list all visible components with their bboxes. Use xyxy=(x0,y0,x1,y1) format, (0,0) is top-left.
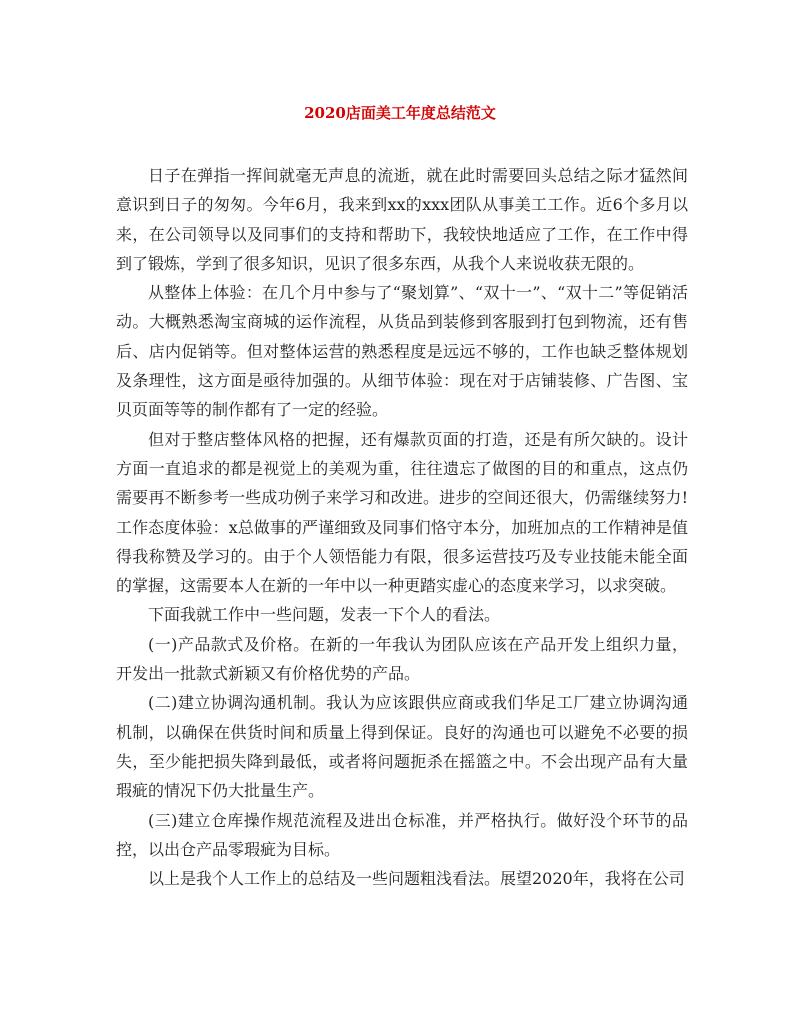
document-title: 2020店面美工年度总结范文 xyxy=(304,104,496,122)
paragraph: 从整体上体验：在几个月中参与了“聚划算”、“双十一”、“双十二”等促销活动。大概熟悉淘宝商城的运作流程，从货品到装修到客服到打包到物流，还有售后、店内促销等。但对整体运营的熟悉程度是远远不够的，工作也缺乏整体规划及条理性，这方面是亟待加强的。从细节体验：现在对于店铺装修、广告图、宝贝页面等等的制作都有了一定的经验。 xyxy=(116,283,688,420)
document-body xyxy=(116,161,688,893)
paragraph: (一)产品款式及价格。在新的一年我认为团队应该在产品开发上组织力量，开发出一批款式新颖又有价格优势的产品。 xyxy=(116,634,688,684)
paragraph: (三)建立仓库操作规范流程及进出仓标准，并严格执行。做好没个环节的品控，以出仓产品零瑕疵为目标。 xyxy=(116,810,688,859)
paragraph: 下面我就工作中一些问题，发表一下个人的看法。 xyxy=(148,605,501,625)
paragraph: (二)建立协调沟通机制。我认为应该跟供应商或我们华足工厂建立协调沟通机制，以确保在供货时间和质量上得到保证。良好的沟通也可以避免不必要的损失，至少能把损失降到最低，或者将问题扼杀在摇篮之中。不会出现产品有大量瑕疵的情况下仍大批量生产。 xyxy=(116,693,688,801)
paragraph: 以上是我个人工作上的总结及一些问题粗浅看法。展望2020年，我将在公司 xyxy=(148,869,685,889)
paragraph: 但对于整店整体风格的把握，还有爆款页面的打造，还是有所欠缺的。设计方面一直追求的都是视觉上的美观为重，往往遗忘了做图的目的和重点，这点仍需要再不断参考一些成功例子来学习和改进。进步的空间还很大，仍需继续努力!工作态度体验：x总做事的严谨细致及同事们恪守本分，加班加点的工作精神是值得我称赞及学习的。由于个人领悟能力有限，很多运营技巧及专业技能未能全面的掌握，这需要本人在新的一年中以一种更踏实虚心的态度来学习，以求突破。 xyxy=(116,429,688,596)
paragraph: 日子在弹指一挥间就毫无声息的流逝，就在此时需要回头总结之际才猛然间意识到日子的匆匆。今年6月，我来到xx的xxx团队从事美工工作。近6个多月以来，在公司领导以及同事们的支持和帮助下，我较快地适应了工作，在工作中得到了锻炼，学到了很多知识，见识了很多东西，从我个人来说收获无限的。 xyxy=(116,166,688,273)
